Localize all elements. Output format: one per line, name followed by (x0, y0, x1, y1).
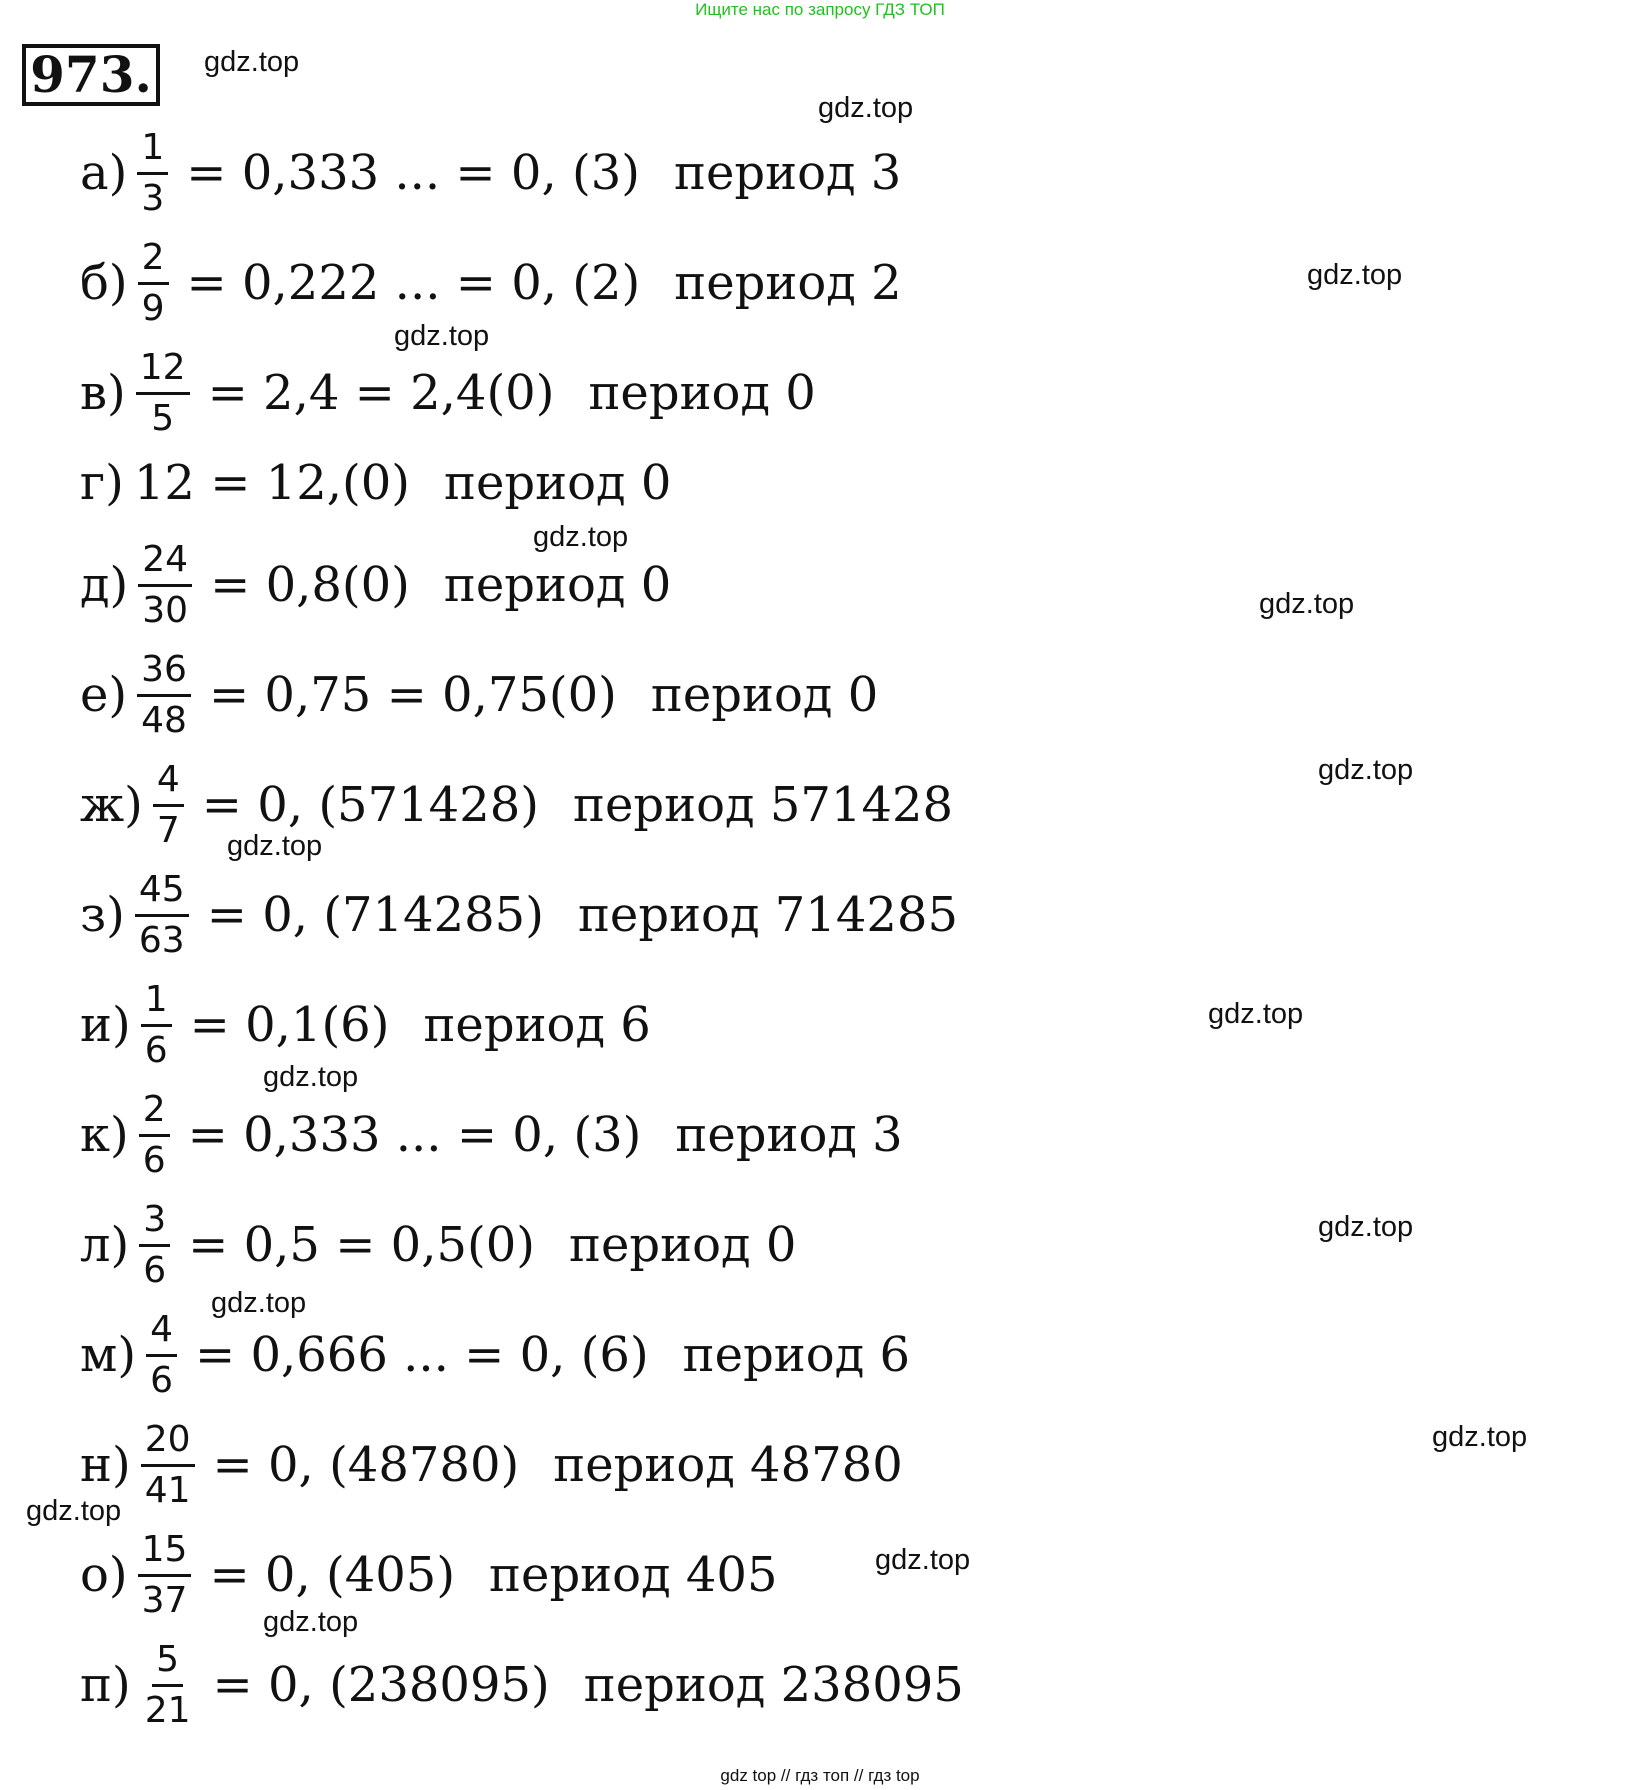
row-label: о) (80, 1547, 128, 1603)
fraction-denominator: 37 (141, 1579, 188, 1621)
watermark: gdz.top (1432, 1421, 1528, 1453)
fraction-denominator: 48 (141, 699, 187, 741)
period-text: период 0 (588, 365, 816, 421)
solution-row (80, 970, 651, 1080)
fraction-numerator: 3 (139, 1200, 170, 1247)
decimal-expression: 12 = 12,(0) (133, 455, 411, 511)
decimal-expression: = 0,222 ... = 0, (2) (186, 255, 641, 311)
row-label: к) (80, 1107, 129, 1163)
fraction-denominator: 6 (150, 1359, 173, 1401)
fraction-denominator: 6 (143, 1249, 167, 1291)
watermark: gdz.top (263, 1061, 359, 1093)
decimal-expression: = 2,4 = 2,4(0) (207, 365, 555, 421)
row-label: з) (80, 887, 125, 943)
fraction (153, 760, 184, 851)
period-text: период 0 (569, 1217, 797, 1273)
watermark: gdz.top (227, 830, 323, 862)
watermark: gdz.top (26, 1495, 122, 1527)
decimal-expression: = 0, (238095) (212, 1657, 550, 1713)
decimal-expression: = 0,75 = 0,75(0) (208, 667, 617, 723)
fraction-denominator: 6 (142, 1139, 166, 1181)
solution-row (80, 1190, 796, 1300)
fraction-numerator: 5 (152, 1640, 183, 1687)
watermark: gdz.top (875, 1544, 971, 1576)
fraction-numerator: 15 (138, 1530, 192, 1577)
fraction-denominator: 6 (144, 1029, 168, 1071)
watermark: gdz.top (1208, 998, 1304, 1030)
task-number: 973. (22, 44, 160, 106)
watermark: gdz.top (263, 1606, 359, 1638)
row-label: и) (80, 997, 131, 1053)
decimal-expression: = 0,666 ... = 0, (6) (194, 1327, 649, 1383)
fraction (137, 128, 168, 219)
period-text: период 3 (673, 145, 902, 201)
fraction (141, 980, 172, 1071)
watermark: gdz.top (533, 521, 629, 553)
fraction-numerator: 4 (146, 1310, 177, 1357)
decimal-expression: = 0, (571428) (201, 777, 540, 833)
row-label: н) (80, 1437, 131, 1493)
period-text: период 2 (674, 255, 902, 311)
solution-row (80, 228, 902, 338)
solution-row (80, 338, 816, 448)
period-text: период 238095 (583, 1657, 964, 1713)
fraction-numerator: 36 (137, 650, 191, 697)
fraction-denominator: 41 (144, 1469, 191, 1511)
fraction-denominator: 3 (141, 177, 165, 219)
fraction (146, 1310, 177, 1401)
solution-row (80, 1520, 778, 1630)
row-label: д) (80, 557, 129, 613)
row-label: л) (80, 1217, 130, 1273)
fraction-numerator: 1 (137, 128, 168, 175)
solution-row (80, 1410, 903, 1520)
fraction (137, 650, 191, 741)
fraction-numerator: 2 (138, 238, 169, 285)
watermark: gdz.top (1307, 259, 1403, 291)
row-label: ж) (80, 777, 143, 833)
watermark: gdz.top (1318, 754, 1414, 786)
watermark: gdz.top (211, 1287, 307, 1319)
fraction (138, 238, 169, 329)
watermark: gdz.top (394, 320, 490, 352)
fraction-numerator: 2 (139, 1090, 170, 1137)
decimal-expression: = 0, (405) (209, 1547, 456, 1603)
fraction (138, 540, 192, 631)
fraction-denominator: 63 (138, 919, 185, 961)
decimal-expression: = 0, (714285) (206, 887, 544, 943)
watermark: gdz.top (818, 92, 914, 124)
fraction (141, 1420, 195, 1511)
decimal-expression: = 0,333 ... = 0, (3) (186, 145, 640, 201)
decimal-expression: = 0,5 = 0,5(0) (188, 1217, 535, 1273)
fraction-numerator: 20 (141, 1420, 195, 1467)
footer-watermark: gdz top // гдз топ // гдз top (720, 1766, 920, 1785)
fraction-denominator: 7 (156, 809, 180, 851)
period-text: период 714285 (577, 887, 958, 943)
period-text: период 6 (423, 997, 651, 1053)
row-label: г) (80, 455, 124, 511)
fraction-denominator: 5 (151, 397, 175, 439)
period-text: период 0 (444, 455, 672, 511)
search-banner: Ищите нас по запросу ГДЗ ТОП (695, 0, 945, 19)
row-label: м) (80, 1327, 137, 1383)
fraction (136, 348, 190, 439)
period-text: период 48780 (553, 1437, 903, 1493)
solution-row (80, 860, 958, 970)
fraction-denominator: 9 (141, 287, 165, 329)
solution-row (80, 750, 953, 860)
row-label: е) (80, 667, 128, 723)
fraction-numerator: 24 (138, 540, 192, 587)
fraction-denominator: 21 (144, 1689, 191, 1731)
decimal-expression: = 0,333 ... = 0, (3) (187, 1107, 642, 1163)
fraction (135, 870, 189, 961)
fraction-numerator: 4 (153, 760, 184, 807)
period-text: период 6 (682, 1327, 911, 1383)
fraction-denominator: 30 (142, 589, 189, 631)
fraction-numerator: 12 (136, 348, 190, 395)
solution-row (80, 1300, 910, 1410)
watermark: gdz.top (204, 46, 300, 78)
watermark: gdz.top (1259, 588, 1355, 620)
fraction (139, 1090, 170, 1181)
fraction-numerator: 1 (141, 980, 172, 1027)
watermark: gdz.top (1318, 1211, 1414, 1243)
row-label: а) (80, 145, 128, 201)
solution-row (80, 118, 901, 228)
solution-row (80, 530, 671, 640)
solution-row (80, 438, 671, 528)
period-text: период 405 (489, 1547, 778, 1603)
fraction (138, 1530, 192, 1621)
row-label: п) (80, 1657, 131, 1713)
period-text: период 571428 (573, 777, 954, 833)
fraction (141, 1640, 195, 1731)
fraction-numerator: 45 (135, 870, 189, 917)
period-text: период 3 (675, 1107, 903, 1163)
period-text: период 0 (443, 557, 672, 613)
solution-row (80, 640, 878, 750)
decimal-expression: = 0,1(6) (189, 997, 390, 1053)
solution-row (80, 1630, 964, 1740)
solution-row (80, 1080, 903, 1190)
fraction (139, 1200, 170, 1291)
decimal-expression: = 0, (48780) (212, 1437, 520, 1493)
row-label: б) (80, 255, 128, 311)
period-text: период 0 (650, 667, 879, 723)
decimal-expression: = 0,8(0) (210, 557, 410, 613)
row-label: в) (80, 365, 126, 421)
